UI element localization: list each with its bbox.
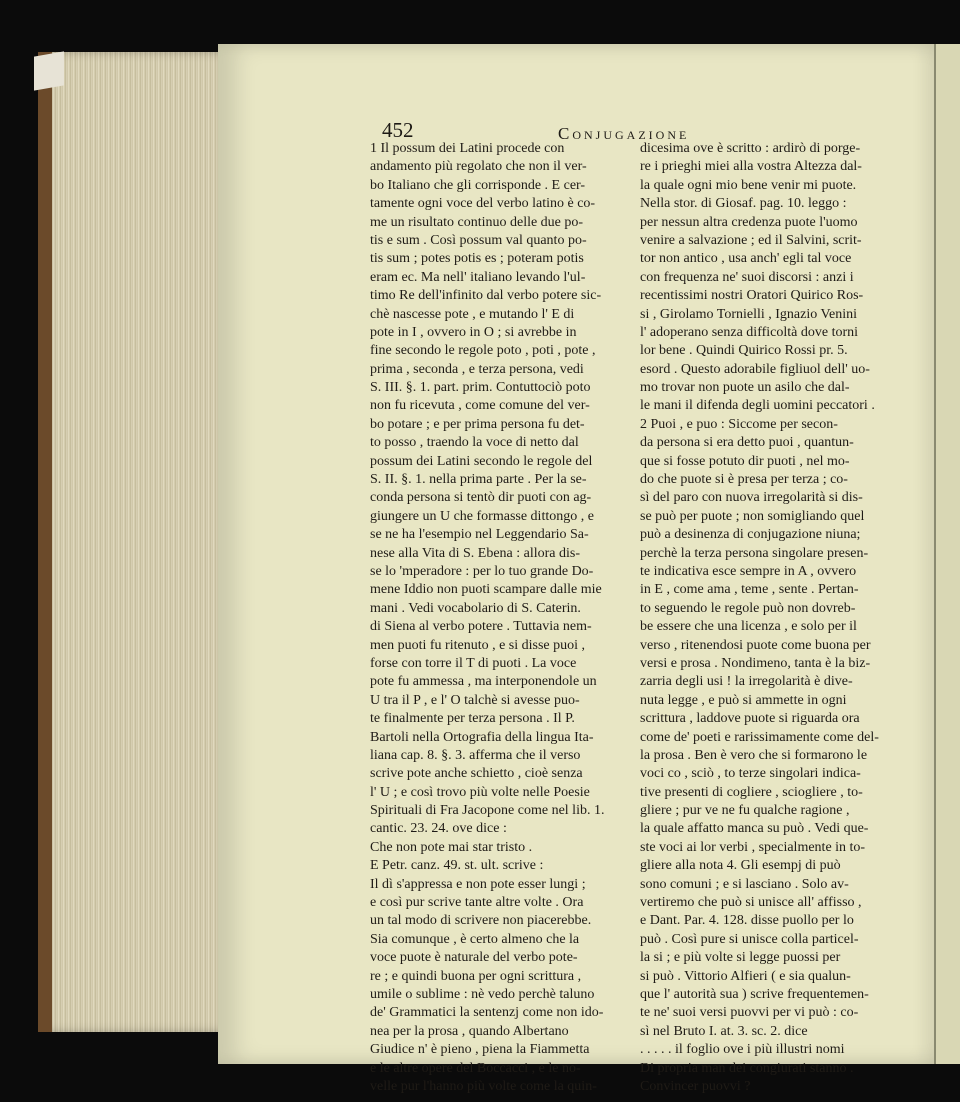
text-line: tive presenti di cogliere , sciogliere , to- <box>640 784 863 800</box>
text-line: non fu ricevuta , come comune del ver- <box>370 398 590 414</box>
text-line: S. III. §. 1. part. prim. Contuttociò poto <box>370 380 591 396</box>
text-line: andamento più regolato che non il ver- <box>370 159 587 175</box>
text-line: Bartoli nella Ortografia della lingua Ita- <box>370 729 594 745</box>
text-line: nuta legge , e può si ammette in ogni <box>640 692 847 708</box>
text-line: ste voci ai lor verbi , specialmente in to- <box>640 839 866 855</box>
text-line: Il dì s'appressa e non pote esser lungi ; <box>370 876 586 892</box>
cover-corner <box>34 51 64 90</box>
text-line: le mani il difenda degli uomini peccatori . <box>640 398 875 414</box>
text-line: versi e prosa . Nondimeno, tanta è la biz- <box>640 655 871 671</box>
text-line: de' Grammatici la sentenzj come non ido- <box>370 1005 604 1021</box>
text-line: bo Italiano che gli corrisponde . E cer- <box>370 177 586 193</box>
text-line: E Petr. canz. 49. st. ult. scrive : <box>370 858 544 874</box>
text-line: dicesima ove è scritto : ardirò di porge- <box>640 141 861 156</box>
text-line: mani . Vedi vocabolario di S. Caterin. <box>370 600 581 616</box>
text-line: se lo 'mperadore : per lo tuo grande Do- <box>370 563 594 579</box>
text-line: pote fu ammessa , ma interponendole un <box>370 674 597 690</box>
running-title: Conjugazione <box>558 124 690 143</box>
text-line: venire a salvazione ; ed il Salvini, scrit- <box>640 232 862 248</box>
text-line: pote in I , ovvero in O ; si avrebbe in <box>370 324 577 340</box>
text-line: può a desinenza di conjugazione niuna; <box>640 527 861 543</box>
text-line: to posso , traendo la voce di netto dal <box>370 435 579 451</box>
text-line: do che puote si è presa per terza ; co- <box>640 472 848 488</box>
text-line: 1 Il possum dei Latini procede con <box>370 141 565 156</box>
text-line: l' adoperano senza difficoltà dove torni <box>640 324 859 340</box>
text-line: tamente ogni voce del verbo latino è co- <box>370 196 596 212</box>
text-line: tor non antico , usa anch' egli tal voce <box>640 251 852 267</box>
text-line: sì nel Bruto I. at. 3. sc. 2. dice <box>640 1023 808 1039</box>
text-line: mo trovar non puote un asilo che dal- <box>640 380 850 396</box>
text-line: chè nascesse pote , e mutando l' E di <box>370 306 575 322</box>
text-line: Che non pote mai star tristo . <box>370 839 533 855</box>
text-line: umile o sublime : nè vedo perchè taluno <box>370 986 595 1002</box>
text-line: possum dei Latini secondo le regole del <box>370 453 593 469</box>
text-line: te indicativa esce sempre in A , ovvero <box>640 563 857 579</box>
text-line: sì del paro con nuova irregolarità si dis- <box>640 490 863 506</box>
text-line: da persona si era detto puoi , quantun- <box>640 435 854 451</box>
text-line: si , Girolamo Tornielli , Ignazio Venini <box>640 306 858 322</box>
text-line: re ; e quindi buona per ogni scrittura , <box>370 968 582 984</box>
text-line: si può . Vittorio Alfieri ( e sia qualun- <box>640 968 851 984</box>
text-line: gliere alla nota 4. Gli esempj di può <box>640 858 841 874</box>
text-line: e le altre opere del Boccacci , e le no- <box>370 1060 581 1076</box>
text-line: men puoti fu ritenuto , e si disse puoi , <box>370 637 586 653</box>
text-line: zarria degli usi ! la irregolarità è dive- <box>640 674 853 690</box>
text-line: come de' poeti e rarissimamente come del- <box>640 729 879 745</box>
text-line: recentissimi nostri Oratori Quirico Ros- <box>640 288 864 304</box>
text-line: S. II. §. 1. nella prima parte . Per la se- <box>370 472 587 488</box>
text-line: to seguendo le regole può non dovreb- <box>640 600 856 616</box>
text-line: timo Re dell'infinito dal verbo potere sic- <box>370 288 602 304</box>
text-line: U tra il P , e l' O talchè si avesse puo- <box>370 692 580 708</box>
text-line: perchè la terza persona singolare presen- <box>640 545 869 561</box>
text-line: Spirituali di Fra Jacopone come nel lib. 1. <box>370 803 605 819</box>
text-line: tis e sum . Così possum val quanto po- <box>370 232 587 248</box>
text-line: scrittura , laddove puote si riguarda ora <box>640 711 860 727</box>
text-line: la si ; e più volte si legge puossi per <box>640 950 841 966</box>
text-line: e così pur scrive tante altre volte . Ora <box>370 895 584 911</box>
text-line: nese alla Vita di S. Ebena : allora dis- <box>370 545 581 561</box>
right-text-column <box>640 140 895 1096</box>
text-line: con frequenza ne' suoi discorsi : anzi i <box>640 269 854 285</box>
text-line: velle pur l'hanno più volte come la quin- <box>370 1078 597 1094</box>
text-line: Convincer puovvi ? <box>640 1078 751 1094</box>
text-line: di Siena al verbo potere . Tuttavia nem- <box>370 619 592 635</box>
text-line: be essere che una licenza , e solo per il <box>640 619 857 635</box>
text-line: in E , come ama , teme , sente . Pertan- <box>640 582 859 598</box>
text-line: scrive pote anche schietto , cioè senza <box>370 766 583 782</box>
text-line: e Dant. Par. 4. 128. disse puollo per lo <box>640 913 854 929</box>
text-line: 2 Puoi , e puo : Siccome per secon- <box>640 416 838 432</box>
text-line: vertiremo che può si unisce all' affisso , <box>640 895 862 911</box>
text-line: lor bene . Quindi Quirico Rossi pr. 5. <box>640 343 848 359</box>
text-line: Sia comunque , è certo almeno che la <box>370 931 580 947</box>
text-line: la quale affatto manca su può . Vedi que- <box>640 821 869 837</box>
text-line: un tal modo di scrivere non piacerebbe. <box>370 913 592 929</box>
text-line: Giudice n' è pieno , piena la Fiammetta <box>370 1042 590 1058</box>
text-line: la prosa . Ben è vero che si formarono le <box>640 747 868 763</box>
text-line: que si fosse potuto dir puoti , nel mo- <box>640 453 850 469</box>
text-line: voce puote è naturale del verbo pote- <box>370 950 578 966</box>
text-line: me un risultato continuo delle due po- <box>370 214 584 230</box>
text-line: la quale ogni mio bene venir mi puote. <box>640 177 857 193</box>
text-line: que l' autorità sua ) scrive frequentemen- <box>640 986 869 1002</box>
text-line: se può per puote ; non somigliando quel <box>640 508 865 524</box>
text-line: tis sum ; potes potis es ; poteram potis <box>370 251 584 267</box>
text-line: te ne' suoi versi puovvi per vi può : co- <box>640 1005 859 1021</box>
text-line: se ne ha l'esempio nel Leggendario Sa- <box>370 527 589 543</box>
text-line: eram ec. Ma nell' italiano levando l'ul- <box>370 269 586 285</box>
text-line: nea per la prosa , quando Albertano <box>370 1023 569 1039</box>
text-line: bo potare ; e per prima persona fu det- <box>370 416 585 432</box>
text-line: cantic. 23. 24. ove dice : <box>370 821 507 837</box>
facing-page-edge <box>934 44 960 1064</box>
text-line: Di propria man dei congiurati stanno . <box>640 1060 854 1076</box>
text-line: conda persona si tentò dir puoti con ag- <box>370 490 592 506</box>
text-line: per nessun altra credenza puote l'uomo <box>640 214 858 230</box>
text-line: prima , seconda , e terza persona, vedi <box>370 361 584 377</box>
text-line: l' U ; e così trovo più volte nelle Poesie <box>370 784 590 800</box>
text-line: . . . . . il foglio ove i più illustri nomi <box>640 1042 845 1058</box>
text-line: verso , ritenendosi puote come buona per <box>640 637 871 653</box>
text-line: gliere ; pur ve ne fu qualche ragione , <box>640 803 850 819</box>
page-number: 452 <box>382 118 414 142</box>
page-edges <box>38 52 232 1032</box>
text-line: giungere un U che formasse dittongo , e <box>370 508 594 524</box>
text-line: re i prieghi miei alla vostra Altezza dal- <box>640 159 862 175</box>
text-line: forse con torre il T di puoti . La voce <box>370 655 577 671</box>
text-line: può . Così pure si unisce colla particel- <box>640 931 859 947</box>
text-line: fine secondo le regole poto , poti , pote , <box>370 343 596 359</box>
text-line: te finalmente per terza persona . Il P. <box>370 711 575 727</box>
text-line: voci co , sciò , to terze singolari indica- <box>640 766 861 782</box>
left-text-column <box>370 140 623 1096</box>
text-line: esord . Questo adorabile figliuol dell' uo- <box>640 361 870 377</box>
text-line: Nella stor. di Giosaf. pag. 10. leggo : <box>640 196 847 212</box>
text-line: sono comuni ; e si lasciano . Solo av- <box>640 876 849 892</box>
text-line: liana cap. 8. §. 3. afferma che il verso <box>370 747 581 763</box>
text-line: mene Iddio non puoti scampare dalle mie <box>370 582 602 598</box>
